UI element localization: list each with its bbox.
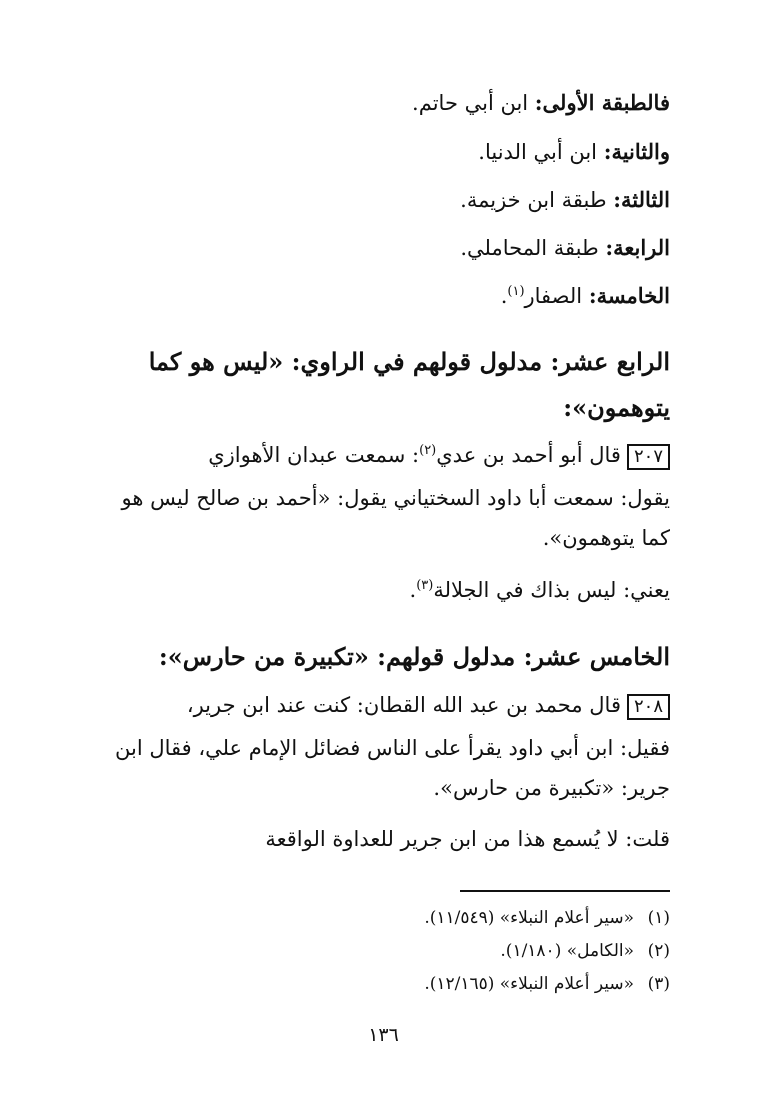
- text: جرير: «تكبيرة من حارس».: [433, 776, 670, 800]
- tier-line-3: [460, 185, 670, 215]
- section-heading-14-cont: [563, 391, 670, 425]
- section-heading-text: الخامس عشر: مدلول قولهم: «تكبيرة من حارس»:: [158, 642, 670, 671]
- paragraph-208-line4: [265, 824, 670, 854]
- tier-label: الرابعة:: [605, 235, 670, 260]
- footnote-ref: (١): [507, 284, 525, 299]
- paragraph-208-line3: [433, 773, 670, 803]
- footnote-3: [424, 972, 670, 996]
- paragraph-207-note: [410, 575, 670, 605]
- footnote-text: «سير أعلام النبلاء» (١٢/١٦٥).: [424, 974, 634, 994]
- section-heading-text: يتوهمون»:: [563, 393, 670, 422]
- tier-text: ابن أبي حاتم.: [412, 91, 535, 115]
- text: يعني: ليس بذاك في الجلالة: [433, 578, 670, 602]
- text: : سمعت عبدان الأهوازي: [208, 443, 420, 467]
- section-heading-14: [80, 345, 670, 379]
- text: قال محمد بن عبد الله القطان: كنت عند ابن جرير،: [186, 693, 621, 717]
- paragraph-207-line2: [121, 483, 670, 513]
- text: يقول: سمعت أبا داود السختياني يقول: «أحمد بن صالح ليس هو: [121, 486, 670, 510]
- tier-line-2: [478, 137, 670, 167]
- footnote-number: (١): [647, 908, 670, 928]
- text: فقيل: ابن أبي داود يقرأ على الناس فضائل الإمام علي، فقال ابن: [114, 736, 670, 760]
- footnote-1: [424, 906, 670, 930]
- tier-label: فالطبقة الأولى:: [534, 90, 670, 115]
- paragraph-208-line1: [187, 690, 670, 720]
- footnote-number: (٣): [647, 974, 670, 994]
- tier-line-5: [501, 281, 670, 311]
- tier-text: طبقة ابن خزيمة.: [460, 188, 614, 212]
- footnote-number: (٢): [647, 941, 670, 961]
- paragraph-207-line1: [208, 440, 670, 470]
- text: قال أبو أحمد بن عدي: [436, 443, 621, 467]
- item-number-box: ٢٠٧: [627, 444, 670, 470]
- item-number-box: ٢٠٨: [627, 694, 670, 720]
- page-number: ١٣٦: [368, 1024, 399, 1046]
- paragraph-208-line2: [115, 733, 670, 763]
- tier-text: الصفار: [524, 284, 589, 308]
- tier-text: طبقة المحاملي.: [460, 236, 606, 260]
- footnote-text: «الكامل» (١/١٨٠).: [500, 941, 634, 961]
- text: كما يتوهمون».: [542, 526, 670, 550]
- tier-label: الثالثة:: [613, 187, 670, 212]
- tier-label: والثانية:: [603, 139, 670, 164]
- tier-line-1: [412, 88, 670, 118]
- footnote-2: [500, 939, 670, 963]
- section-heading-15: [159, 640, 670, 674]
- footnote-ref: (٣): [416, 578, 434, 593]
- tier-punct: .: [500, 284, 508, 308]
- tier-text: ابن أبي الدنيا.: [478, 140, 604, 164]
- text: قلت: لا يُسمع هذا من ابن جرير للعداوة الواقعة: [265, 827, 670, 851]
- paragraph-207-line3: [543, 523, 670, 553]
- footnote-text: «سير أعلام النبلاء» (١١/٥٤٩).: [424, 908, 634, 928]
- tier-label: الخامسة:: [588, 283, 670, 308]
- text: .: [409, 578, 417, 602]
- section-heading-text: الرابع عشر: مدلول قولهم في الراوي: «ليس هو كما: [148, 347, 670, 376]
- footnote-ref: (٢): [419, 443, 437, 458]
- footnote-divider: [460, 890, 670, 892]
- tier-line-4: [460, 233, 670, 263]
